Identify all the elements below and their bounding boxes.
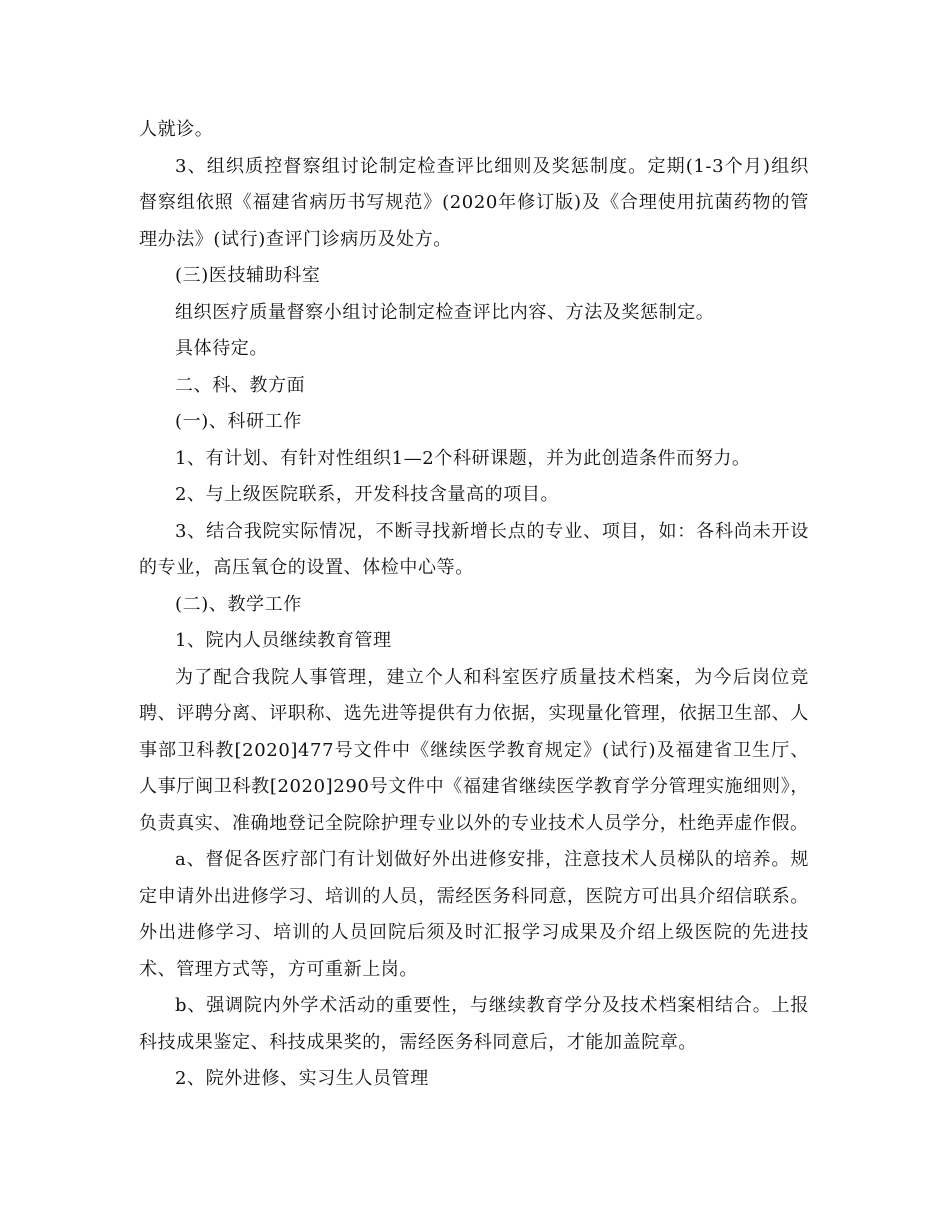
heading-external-trainees: 2、院外进修、实习生人员管理 (175, 1068, 429, 1089)
paragraph-research-item-3: 3、结合我院实际情况，不断寻找新增长点的专业、项目，如：各科尚未开设的专业，高压氧仓的设置、体检中心等。 (139, 520, 809, 578)
heading-research-work: (一)、科研工作 (175, 411, 302, 432)
paragraph-to-be-decided: 具体待定。 (175, 338, 268, 359)
paragraph-research-item-2: 2、与上级医院联系，开发科技含量高的项目。 (175, 484, 560, 505)
paragraph-quality-inspection: 3、组织质控督察组讨论制定检查评比细则及奖惩制度。定期(1-3个月)组织督察组依照《福建省病历书写规范》(2020年修订版)及《合理使用抗菌药物的管理办法》(试行)查评门诊病历及处方。 (139, 155, 809, 250)
heading-medical-tech-dept: (三)医技辅助科室 (175, 265, 321, 286)
document-page (139, 112, 809, 1098)
heading-research-education: 二、科、教方面 (175, 374, 306, 396)
heading-teaching-work: (二)、教学工作 (175, 593, 302, 615)
paragraph-supervision-group: 组织医疗质量督察小组讨论制定检查评比内容、方法及奖惩制定。 (175, 301, 715, 323)
paragraph-continuing-education: 为了配合我院人事管理，建立个人和科室医疗质量技术档案，为今后岗位竞聘、评聘分离、评职称、选先进等提供有力依据，实现量化管理，依据卫生部、人事部卫科教[2020]477号文件中《继续医学教育规定》(试行)及福建省卫生厅、人事厅闽卫科教[2020]290号文件中《福建省继续医学教育学分管理实施细则》，负责真实、准确地登记全院除护理专业以外的专业技术人员学分，杜绝弄虚作假。 (139, 666, 809, 834)
heading-continuing-education: 1、院内人员继续教育管理 (175, 630, 392, 651)
paragraph-research-item-1: 1、有计划、有针对性组织1—2个科研课题，并为此创造条件而努力。 (175, 447, 751, 469)
paragraph-continuation: 人就诊。 (139, 119, 214, 140)
paragraph-item-a: a、督促各医疗部门有计划做好外出进修安排，注意技术人员梯队的培养。规定申请外出进修学习、培训的人员，需经医务科同意，医院方可出具介绍信联系。外出进修学习、培训的人员回院后须及时汇报学习成果及介绍上级医院的先进技术、管理方式等，方可重新上岗。 (139, 849, 809, 980)
paragraph-item-b: b、强调院内外学术活动的重要性，与继续教育学分及技术档案相结合。上报科技成果鉴定、科技成果奖的，需经医务科同意后，才能加盖院章。 (139, 995, 809, 1053)
